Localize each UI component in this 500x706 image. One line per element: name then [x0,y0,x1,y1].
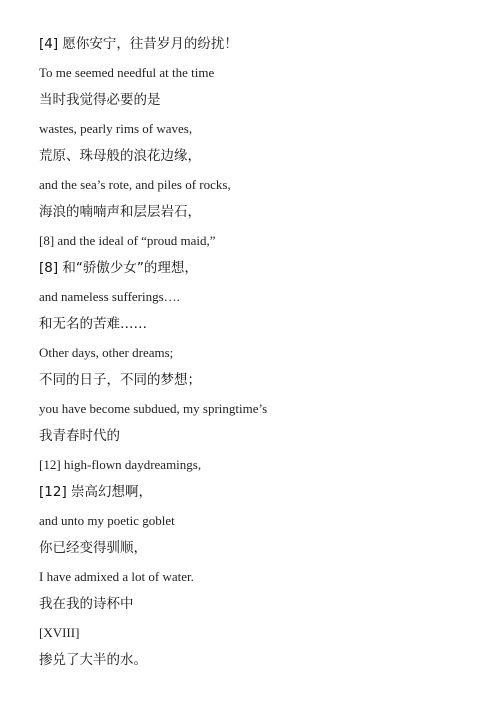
verse-line-chinese: 不同的日子，不同的梦想； [39,372,201,388]
verse-line-english: and nameless sufferings…. [39,289,180,304]
verse-line-chinese: 荒原、珠母般的浪花边缘， [39,148,201,164]
verse-line-english: [12] high-flown daydreamings, [39,457,202,472]
verse-line-chinese: [12] 崇高幻想啊， [39,484,153,500]
verse-line-english: To me seemed needful at the time [39,65,215,80]
verse-line-english: you have become subdued, my springtime’s [39,401,268,416]
verse-line-chinese: 当时我觉得必要的是 [39,92,161,108]
verse-line-chinese: 你已经变得驯顺， [39,540,147,556]
verse-line-english: and unto my poetic goblet [39,513,175,528]
verse-line-chinese: [8] 和“骄傲少女”的理想， [39,260,198,276]
stanza-number: [XVIII] [39,625,80,640]
verse-line-english: wastes, pearly rims of waves, [39,121,193,136]
verse-line-chinese: 和无名的苦难…… [39,316,147,332]
verse-line-english: Other days, other dreams; [39,345,174,360]
verse-line-chinese: 我在我的诗杯中 [39,596,134,612]
verse-line-chinese: 海浪的喃喃声和层层岩石， [39,204,201,220]
verse-line-chinese: [4] 愿你安宁，往昔岁月的纷扰！ [39,36,238,52]
verse-line-english: and the sea’s rote, and piles of rocks, [39,177,231,192]
verse-line-english: I have admixed a lot of water. [39,569,194,584]
verse-line-chinese: 掺兑了大半的水。 [39,652,147,668]
verse-line-english: [8] and the ideal of “proud maid,” [39,233,216,248]
verse-line-chinese: 我青春时代的 [39,428,120,444]
